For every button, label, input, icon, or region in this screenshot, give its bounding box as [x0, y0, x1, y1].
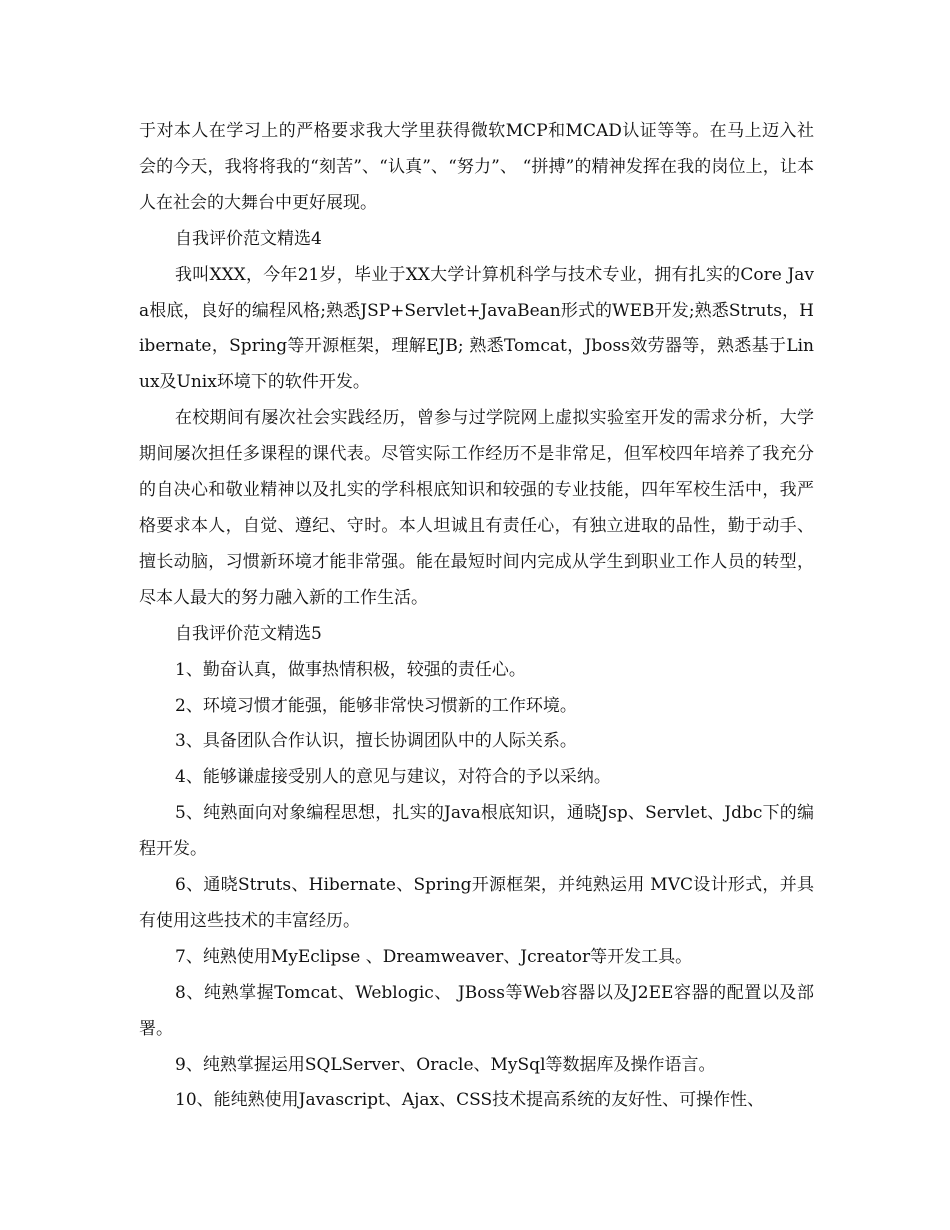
paragraph-intro: 我叫XXX，今年21岁，毕业于XX大学计算机科学与技术专业，拥有扎实的Core Java根底，良好的编程风格;熟悉JSP+Servlet+JavaBean形式的WEB开发;熟悉Struts，Hibernate，Spring等开源框架，理解EJB; 熟悉Tomcat，Jboss效劳器等，熟悉基于Linux及Unix环境下的软件开发。 [139, 264, 814, 393]
document-body [139, 114, 814, 1119]
list-item-4: 4、能够谦虚接受别人的意见与建议，对符合的予以采纳。 [175, 767, 611, 788]
list-item-2: 2、环境习惯才能强，能够非常快习惯新的工作环境。 [175, 695, 577, 716]
paragraph-school-experience: 在校期间有屡次社会实践经历，曾参与过学院网上虚拟实验室开发的需求分析，大学期间屡次担任多课程的课代表。尽管实际工作经历不是非常足，但军校四年培养了我充分的自决心和敬业精神以及扎实的学科根底知识和较强的专业技能，四年军校生活中，我严格要求本人，自觉、遵纪、守时。本人坦诚且有责任心，有独立进取的品性，勤于动手、擅长动脑，习惯新环境才能非常强。能在最短时间内完成从学生到职业工作人员的转型，尽本人最大的努力融入新的工作生活。 [139, 408, 814, 608]
list-item-9: 9、纯熟掌握运用SQLServer、Oracle、MySql等数据库及操作语言。 [175, 1054, 716, 1075]
list-item-10: 10、能纯熟使用Javascript、Ajax、CSS技术提高系统的友好性、可操作性、 [175, 1090, 765, 1111]
list-item-5: 5、纯熟面向对象编程思想，扎实的Java根底知识，通晓Jsp、Servlet、Jdbc下的编程开发。 [139, 803, 814, 860]
section-heading-4: 自我评价范文精选4 [175, 228, 322, 249]
list-item-1: 1、勤奋认真，做事热情积极，较强的责任心。 [175, 659, 526, 680]
section-heading-5: 自我评价范文精选5 [175, 623, 322, 644]
list-item-7: 7、纯熟使用MyEclipse 、Dreamweaver、Jcreator等开发工具。 [175, 946, 693, 967]
list-item-3: 3、具备团队合作认识，擅长协调团队中的人际关系。 [175, 731, 577, 752]
list-item-8: 8、纯熟掌握Tomcat、Weblogic、 JBoss等Web容器以及J2EE容器的配置以及部署。 [139, 982, 814, 1039]
list-item-6: 6、通晓Struts、Hibernate、Spring开源框架，并纯熟运用 MVC设计形式，并具有使用这些技术的丰富经历。 [139, 875, 814, 931]
paragraph-continuation: 于对本人在学习上的严格要求我大学里获得微软MCP和MCAD认证等等。在马上迈入社会的今天，我将将我的“刻苦”、“认真”、“努力”、 “拼搏”的精神发挥在我的岗位上，让本人在社会的大舞台中更好展现。 [139, 121, 814, 213]
